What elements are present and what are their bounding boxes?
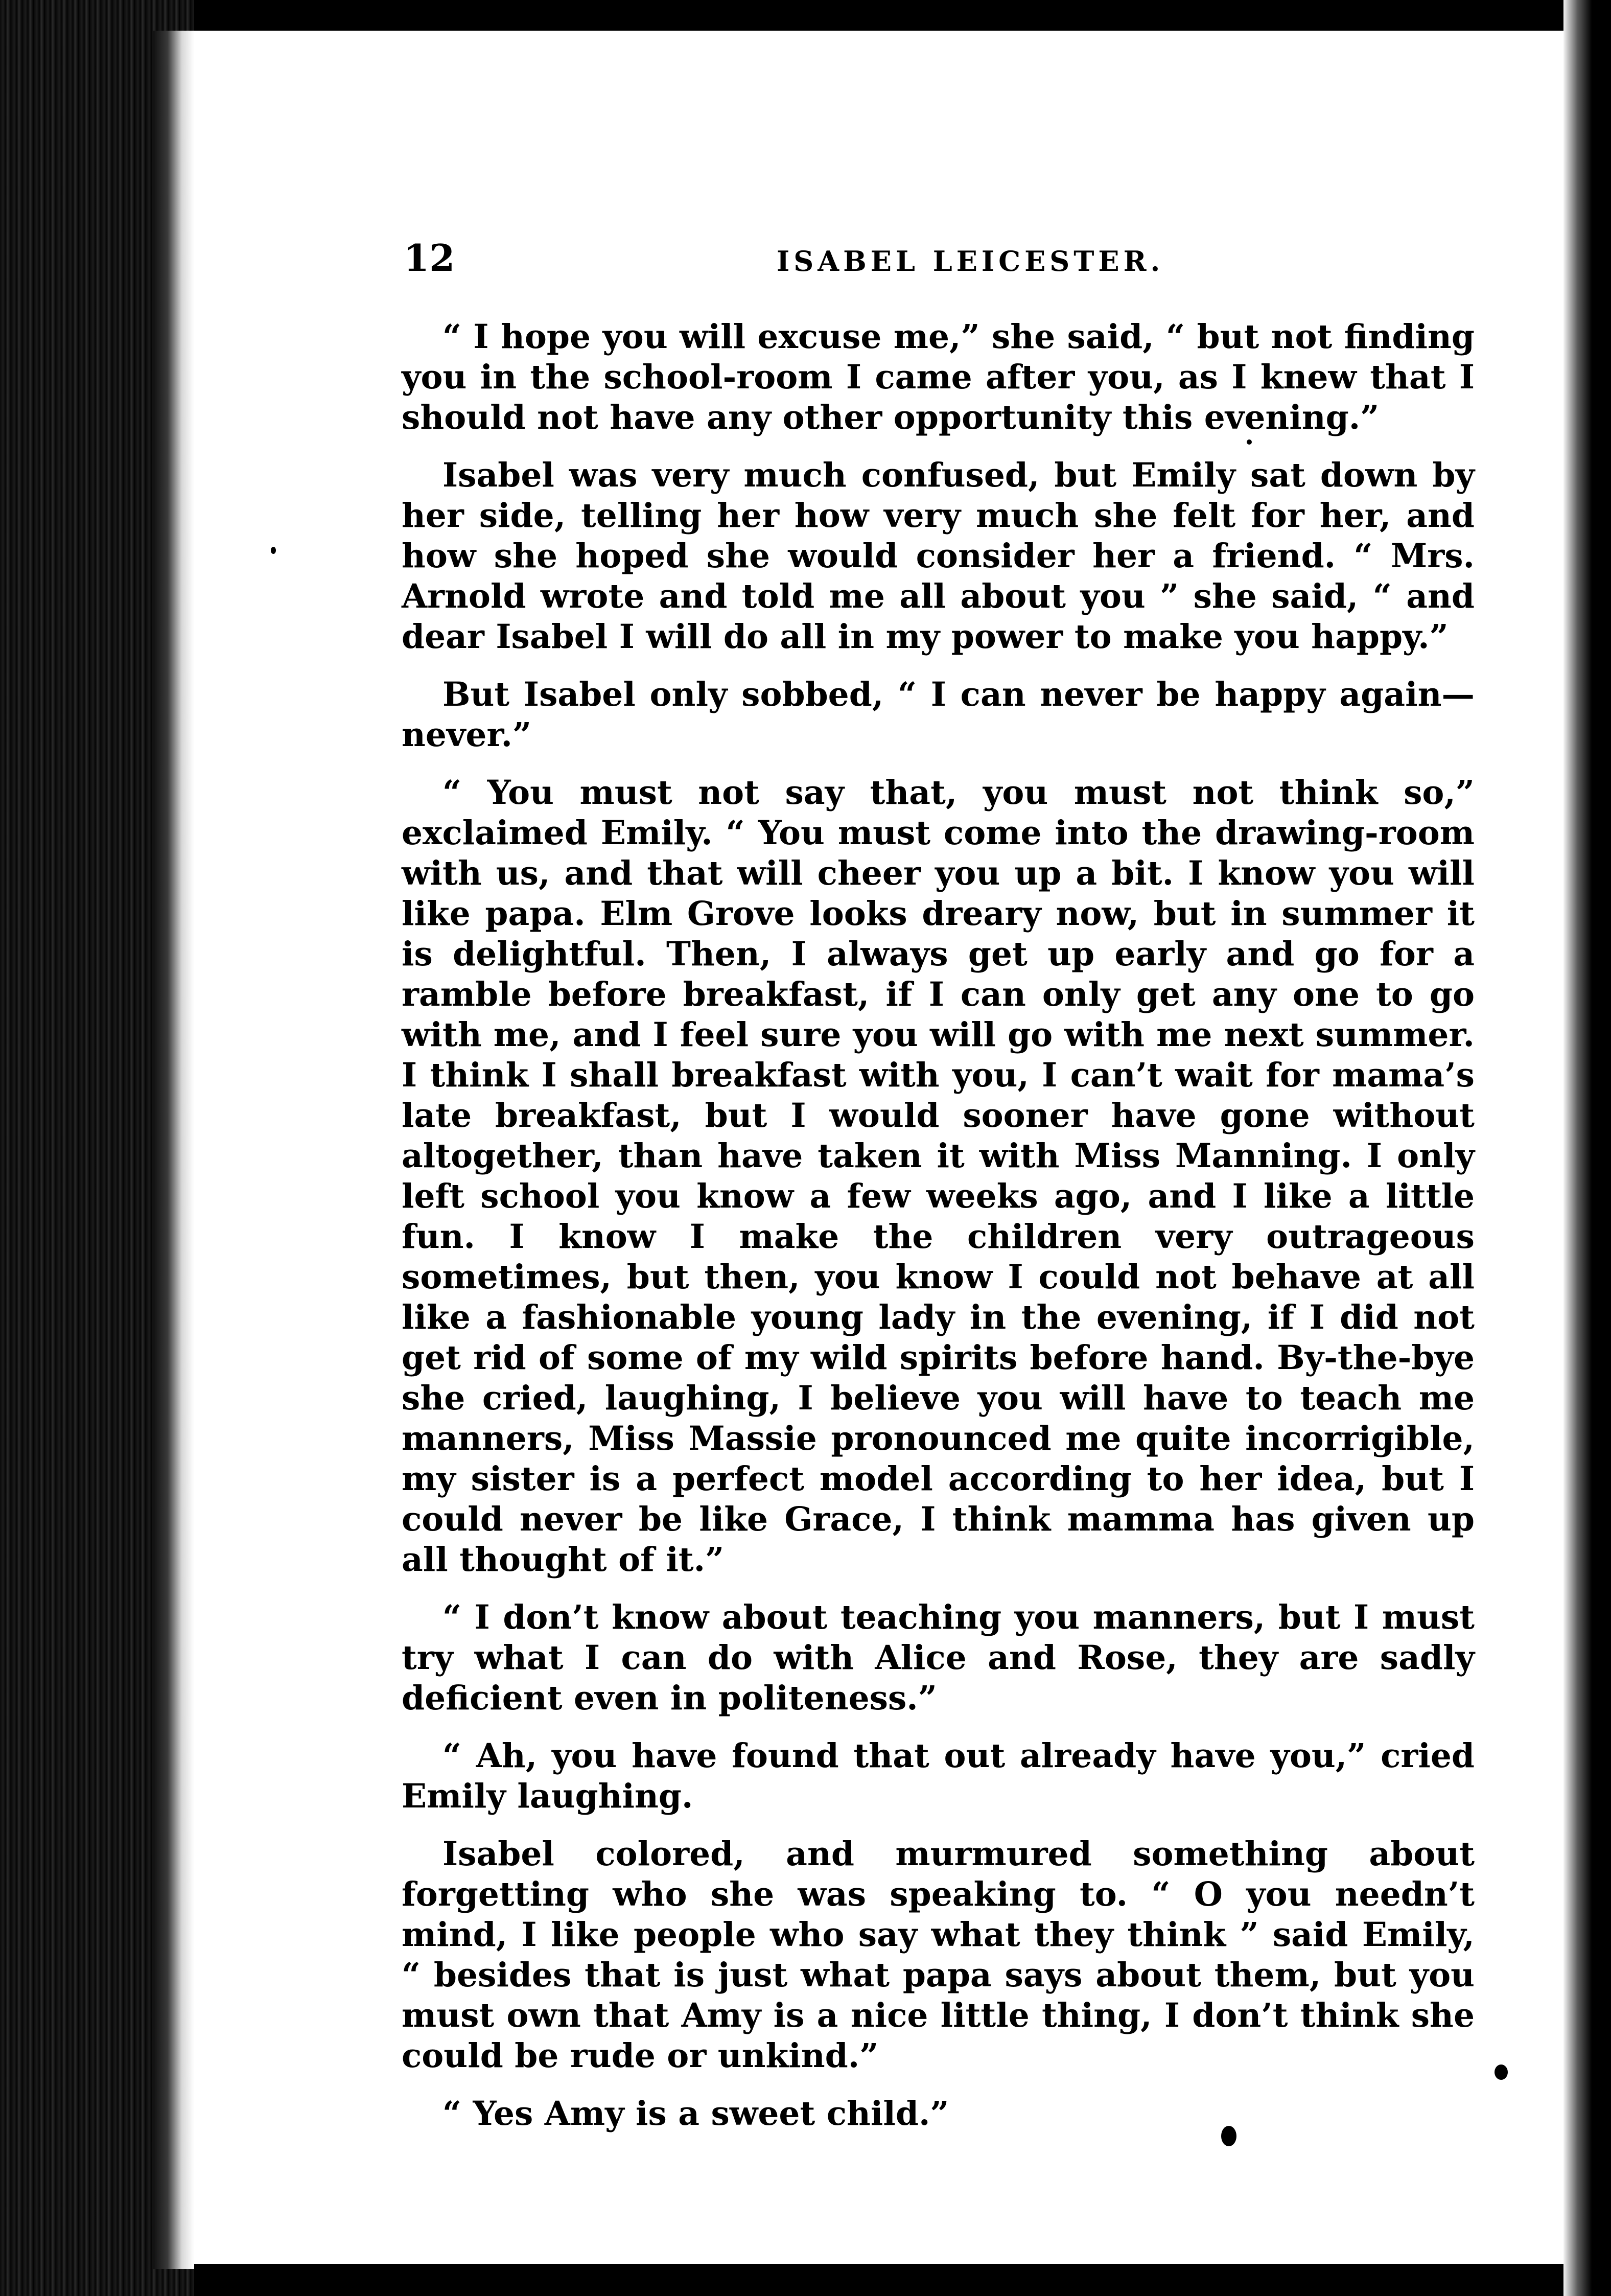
- page-number: 12: [404, 236, 455, 280]
- scan-speck: [1495, 2065, 1508, 2080]
- paragraph: “ You must not say that, you must not think so,” exclaimed Emily. “ You must come into the drawing-room with us, and that will cheer you up a bit. I know you will like papa. Elm Grove looks dreary now, but in summer it is delightful. Then, I always get up early and go for a ramble before breakfast, if I can only get any one to go with me, and I feel sure you will go with me next summer. I think I shall breakfast with you, I can’t wait for mama’s late breakfast, but I would sooner have gone without altogether, than have taken it with Miss Manning. I only left school you know a few weeks ago, and I like a little fun. I know I make the children very outrageous sometimes, but then, you know I could not behave at all like a fashionable young lady in the evening, if I did not get rid of some of my wild spirits before hand. By-the-bye she cried, laughing, I believe you will have to teach me manners, Miss Massie pronounced me quite incorrigible, my sister is a perfect model according to her idea, but I could never be like Grace, I think mamma has given up all thought of it.”: [402, 773, 1475, 1579]
- scan-speck: [1247, 439, 1252, 445]
- paragraph: “ Yes Amy is a sweet child.”: [442, 2094, 949, 2133]
- paragraph: “ Ah, you have found that out already have you,” cried Emily laughing.: [402, 1736, 1475, 1816]
- paragraph: “ I don’t know about teaching you manners, but I must try what I can do with Alice and Rose, they are sadly deficient even in politeness.”: [402, 1598, 1475, 1718]
- paragraph: “ I hope you will excuse me,” she said, “ but not finding you in the school-room I came after you, as I knew that I should not have any other opportunity this evening.”: [402, 317, 1475, 437]
- scan-speck: [1221, 2126, 1236, 2146]
- scan-speck: [271, 547, 276, 554]
- paragraph: Isabel was very much confused, but Emily sat down by her side, telling her how very much she felt for her, and how she hoped she would consider her a friend. “ Mrs. Arnold wrote and told me all about you ” she said, “ and dear Isabel I will do all in my power to make you happy.”: [402, 456, 1475, 656]
- body-text: [402, 317, 1475, 2151]
- book-title: ISABEL LEICESTER.: [777, 245, 1164, 277]
- paragraph: Isabel colored, and murmured something about forgetting who she was speaking to. “ O you needn’t mind, I like people who say what they think ” said Emily, “ besides that is just what papa says about them, but you must own that Amy is a nice little thing, I don’t think she could be rude or unkind.”: [402, 1835, 1475, 2075]
- scan-right-border: [1563, 0, 1611, 2296]
- page-gutter-edge: [153, 31, 194, 2269]
- paragraph: But Isabel only sobbed, “ I can never be happy again—never.”: [402, 675, 1475, 754]
- running-head: [404, 235, 1477, 281]
